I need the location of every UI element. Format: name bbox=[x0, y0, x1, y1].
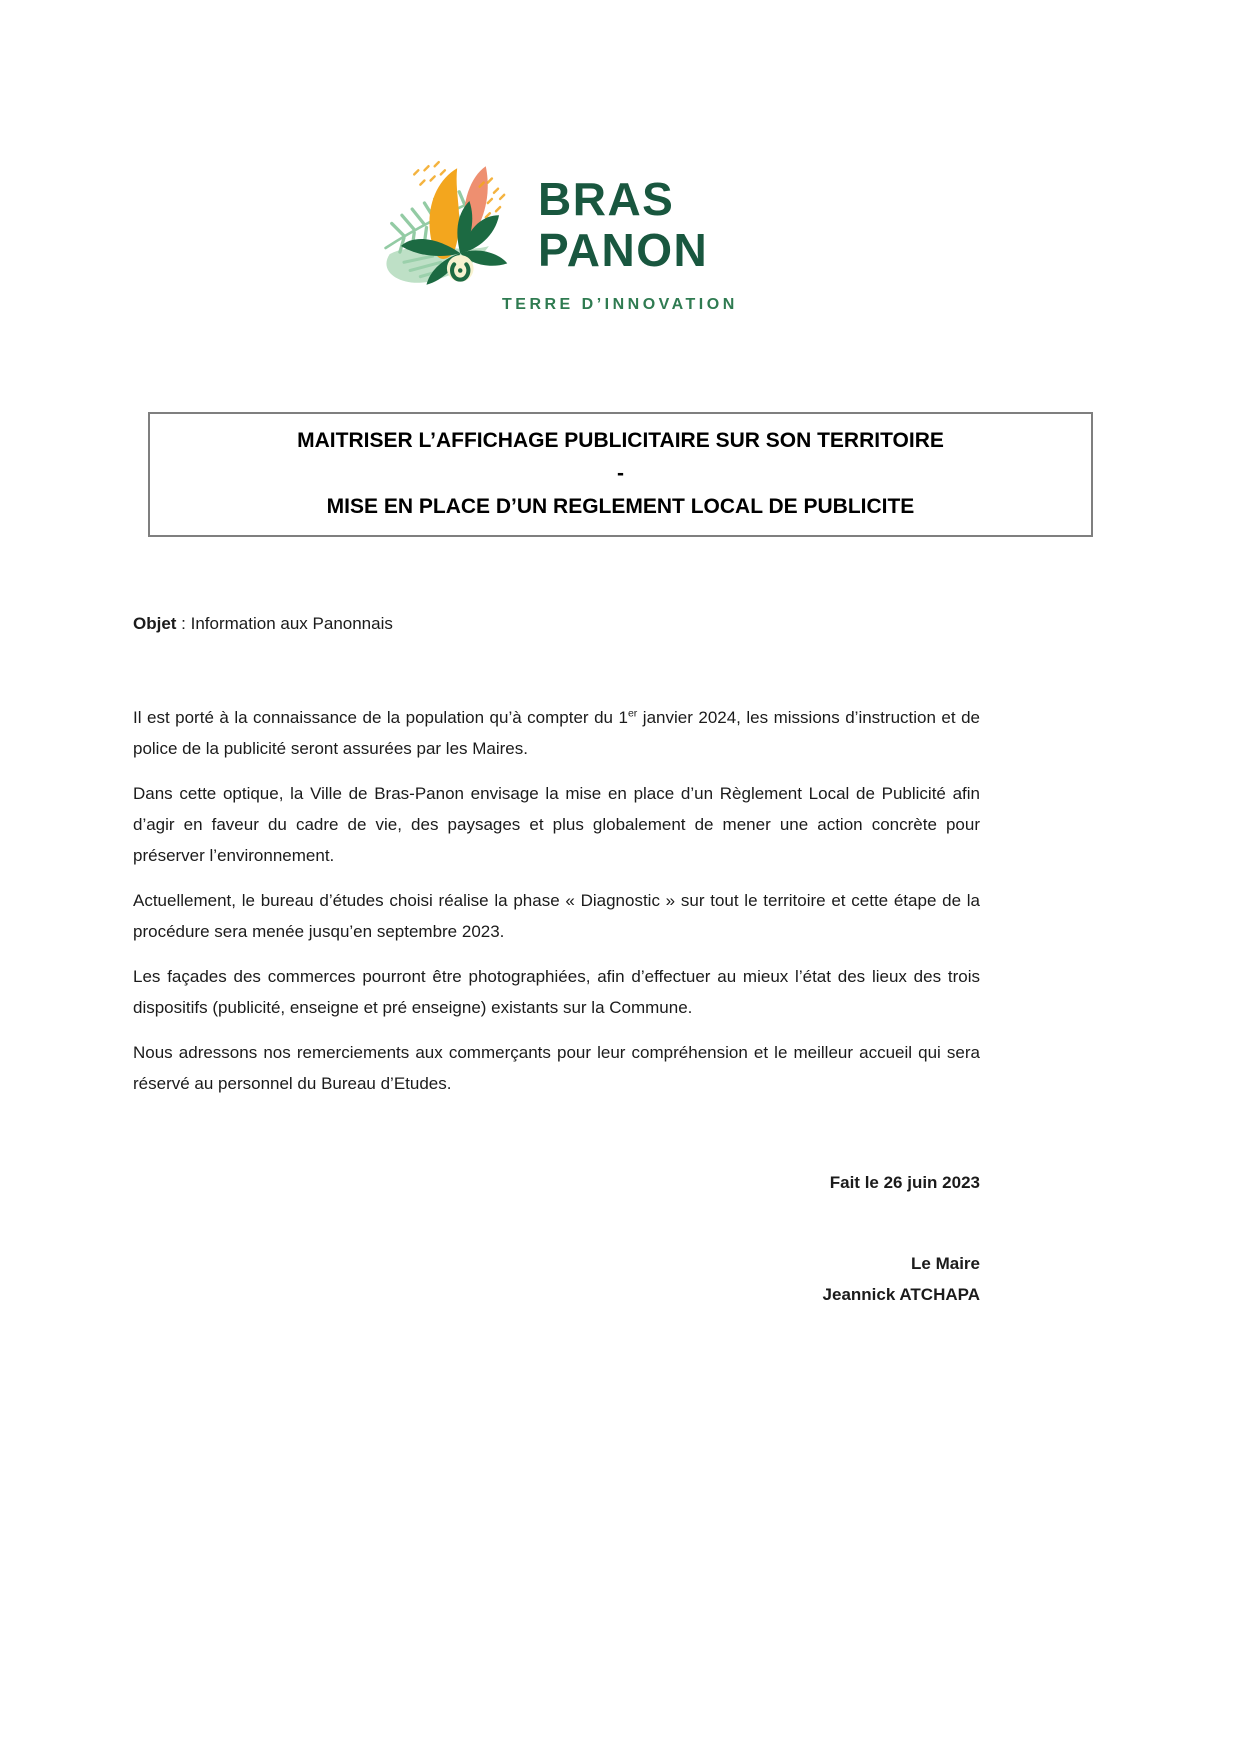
logo-tagline: TERRE D’INNOVATION bbox=[502, 296, 738, 313]
document-title-box bbox=[148, 412, 1093, 537]
logo-wordmark bbox=[538, 174, 708, 276]
commune-logo bbox=[370, 156, 780, 314]
paragraph-3: Actuellement, le bureau d’études choisi réalise la phase « Diagnostic » sur tout le territoire et cette étape de la procédure sera menée jusqu’en septembre 2023. bbox=[133, 891, 980, 941]
letter-body bbox=[133, 608, 980, 1310]
paragraph-5: Nous adressons nos remerciements aux commerçants pour leur compréhension et le meilleur accueil qui sera réservé au personnel du Bureau d’Etudes. bbox=[133, 1043, 980, 1093]
signature-block bbox=[133, 1167, 980, 1310]
logo-wordmark-line1: BRAS bbox=[538, 173, 675, 225]
paragraph-1-text: Il est porté à la connaissance de la population qu’à compter du 1 bbox=[133, 708, 628, 727]
title-line-2: MISE EN PLACE D’UN REGLEMENT LOCAL DE PUBLICITE bbox=[326, 495, 915, 518]
paragraph-2: Dans cette optique, la Ville de Bras-Panon envisage la mise en place d’un Règlement Local de Publicité afin d’agir en faveur du cadre de vie, des paysages et plus globalement de mener une action concrète pour préserver l’environnement. bbox=[133, 784, 980, 865]
objet-line bbox=[133, 608, 980, 640]
logo-illustration-icon bbox=[370, 156, 530, 294]
objet-label: Objet bbox=[133, 614, 177, 633]
paragraph-1 bbox=[133, 702, 980, 764]
title-line-1: MAITRISER L’AFFICHAGE PUBLICITAIRE SUR SON TERRITOIRE bbox=[297, 429, 944, 452]
signature-date: Fait le 26 juin 2023 bbox=[829, 1173, 980, 1192]
paragraph-1-text-after: janvier 2024, les missions d’instruction et de police de la publicité seront assurées par les Maires. bbox=[133, 708, 980, 758]
signature-role: Le Maire bbox=[911, 1254, 980, 1273]
title-separator-dash: - bbox=[617, 462, 624, 485]
logo-wordmark-line2: PANON bbox=[538, 224, 709, 276]
paragraph-1-superscript: er bbox=[627, 707, 638, 720]
objet-text: : Information aux Panonnais bbox=[176, 614, 393, 633]
logo-row bbox=[370, 156, 780, 294]
signature-name: Jeannick ATCHAPA bbox=[822, 1285, 980, 1304]
paragraph-4: Les façades des commerces pourront être photographiées, afin d’effectuer au mieux l’état des lieux des trois dispositifs (publicité, enseigne et pré enseigne) existants sur la Commune. bbox=[133, 967, 980, 1017]
